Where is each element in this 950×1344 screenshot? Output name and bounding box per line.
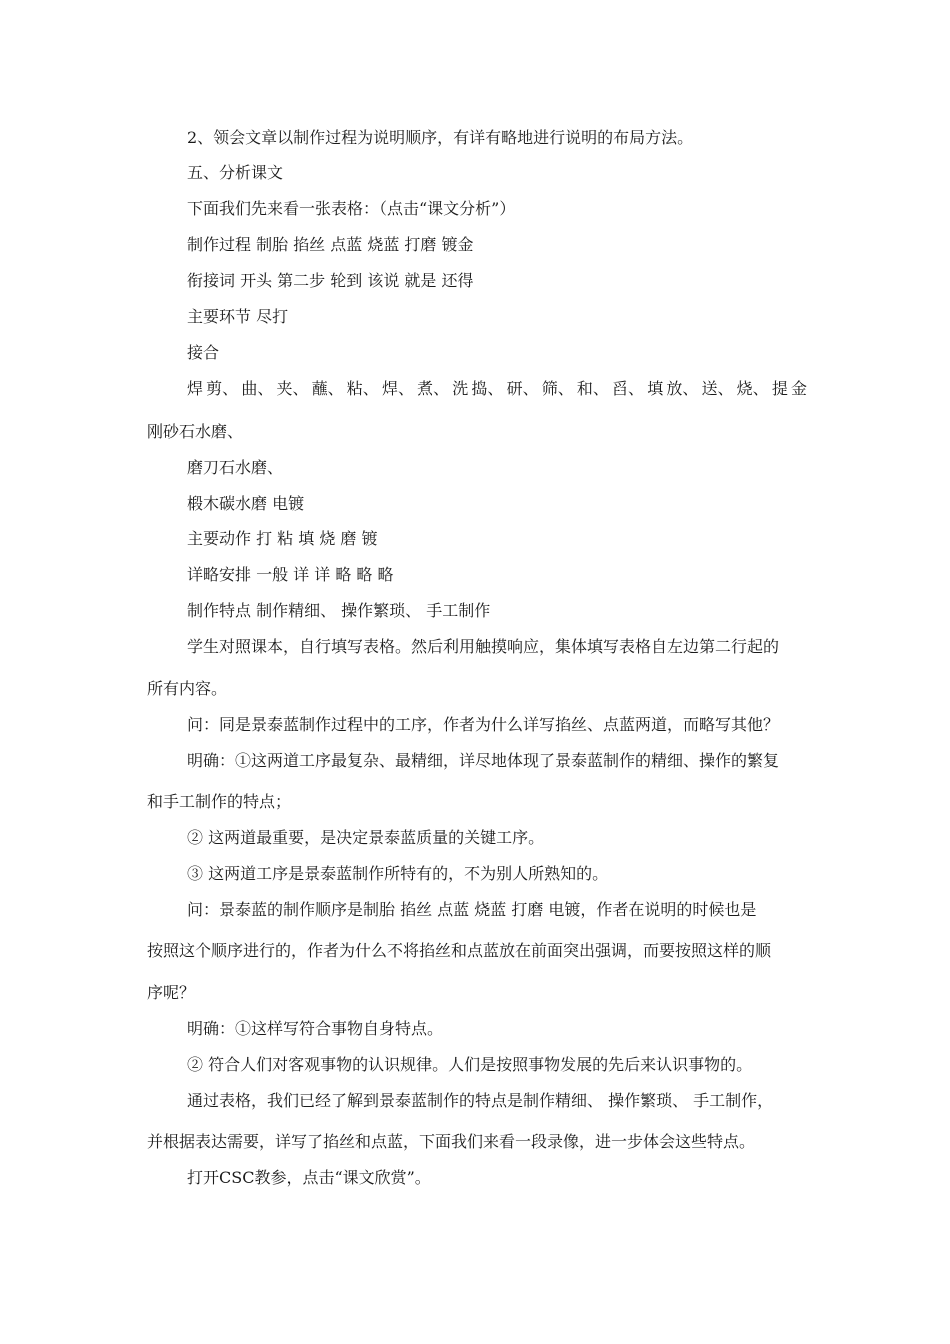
answer: ② 这两道最重要，是决定景泰蓝质量的关键工序。 bbox=[187, 828, 545, 847]
action-word: 曲、 bbox=[241, 379, 274, 398]
action-word: 筛、 bbox=[541, 379, 574, 398]
question: 按照这个顺序进行的，作者为什么不将掐丝和点蓝放在前面突出强调，而要按照这样的顺 bbox=[147, 941, 772, 960]
paragraph: 下面我们先来看一张表格：（点击“课文分析”） bbox=[187, 199, 516, 218]
table-row: 制作特点 制作精细、 操作繁琐、 手工制作 bbox=[187, 601, 491, 620]
action-word: 蘸、 bbox=[311, 379, 344, 398]
table-row: 主要动作 打 粘 填 烧 磨 镀 bbox=[187, 529, 378, 548]
paragraph: 学生对照课本，自行填写表格。然后利用触摸响应，集体填写表格自左边第二行起的 bbox=[187, 637, 780, 656]
answer: ③ 这两道工序是景泰蓝制作所特有的，不为别人所熟知的。 bbox=[187, 864, 609, 883]
action-word: 放、 bbox=[666, 379, 699, 398]
action-word: 捣、 bbox=[471, 379, 504, 398]
paragraph: 所有内容。 bbox=[147, 679, 228, 698]
section-heading: 五、分析课文 bbox=[187, 163, 284, 182]
action-word: 煮、 bbox=[417, 379, 450, 398]
action-word: 金 bbox=[790, 379, 807, 398]
answer: 和手工制作的特点； bbox=[147, 792, 292, 811]
table-row: 接合 bbox=[187, 343, 220, 362]
action-word: 焊、 bbox=[381, 379, 414, 398]
action-word: 粘、 bbox=[346, 379, 379, 398]
table-row: 磨刀石水磨、 bbox=[187, 458, 284, 477]
table-row: 详略安排 一般 详 详 略 略 略 bbox=[187, 565, 394, 584]
action-word-row bbox=[187, 379, 807, 399]
question: 问：同是景泰蓝制作过程中的工序，作者为什么详写掐丝、点蓝两道，而略写其他？ bbox=[187, 715, 780, 734]
answer: 明确：①这样写符合事物自身特点。 bbox=[187, 1019, 444, 1038]
action-word: 研、 bbox=[506, 379, 539, 398]
action-word: 洗 bbox=[452, 379, 469, 398]
action-word: 烧、 bbox=[736, 379, 769, 398]
table-row: 主要环节 尽打 bbox=[187, 307, 289, 326]
paragraph: 2、领会文章以制作过程为说明顺序，有详有略地进行说明的布局方法。 bbox=[187, 128, 694, 147]
action-word: 剪、 bbox=[206, 379, 239, 398]
table-row: 椴木碳水磨 电镀 bbox=[187, 494, 305, 513]
action-word: 提 bbox=[771, 379, 788, 398]
action-word: 送、 bbox=[701, 379, 734, 398]
paragraph: 打开CSC教参，点击“课文欣赏”。 bbox=[187, 1168, 431, 1187]
action-word: 和、 bbox=[576, 379, 609, 398]
answer: ② 符合人们对客观事物的认识规律。人们是按照事物发展的先后来认识事物的。 bbox=[187, 1055, 753, 1074]
answer: 明确：①这两道工序最复杂、最精细，详尽地体现了景泰蓝制作的精细、操作的繁复 bbox=[187, 751, 780, 770]
table-row: 衔接词 开头 第二步 轮到 该说 就是 还得 bbox=[187, 271, 474, 290]
action-word: 舀、 bbox=[612, 379, 645, 398]
action-word: 焊 bbox=[187, 379, 204, 398]
action-word: 夹、 bbox=[276, 379, 309, 398]
action-word: 填 bbox=[647, 379, 664, 398]
paragraph: 通过表格，我们已经了解到景泰蓝制作的特点是制作精细、 操作繁琐、 手工制作， bbox=[187, 1091, 774, 1110]
question: 问：景泰蓝的制作顺序是制胎 掐丝 点蓝 烧蓝 打磨 电镀，作者在说明的时候也是 bbox=[187, 900, 757, 919]
table-row: 刚砂石水磨、 bbox=[147, 422, 244, 441]
table-row: 制作过程 制胎 掐丝 点蓝 烧蓝 打磨 镀金 bbox=[187, 235, 474, 254]
paragraph: 并根据表达需要，详写了掐丝和点蓝，下面我们来看一段录像，进一步体会这些特点。 bbox=[147, 1132, 756, 1151]
question: 序呢？ bbox=[147, 983, 196, 1002]
